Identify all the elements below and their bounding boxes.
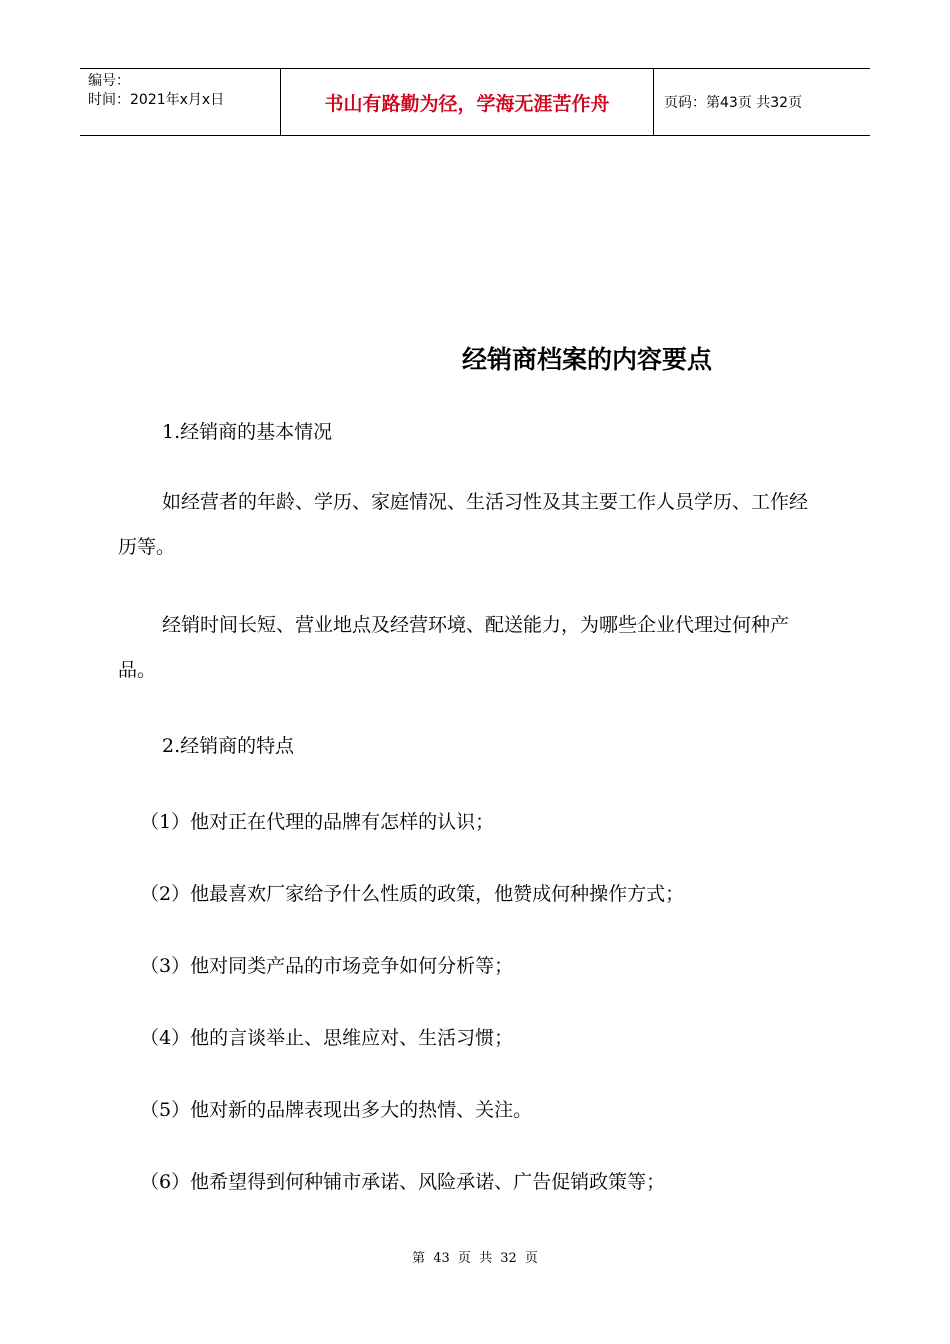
header-time-label: 时间：2021年x月x日 (88, 92, 225, 108)
header-motto: 书山有路勤为径，学海无涯苦作舟 (281, 69, 654, 135)
list-item: （2）他最喜欢厂家给予什么性质的政策，他赞成何种操作方式； (140, 883, 685, 905)
header-number-label: 编号： (88, 73, 130, 89)
header-meta (80, 69, 281, 135)
section1-heading: 1.经销商的基本情况 (162, 421, 333, 443)
section1-paragraph-1: 如经营者的年龄、学历、家庭情况、生活习性及其主要工作人员学历、工作经历等。 (118, 491, 809, 558)
page-footer: 第 43 页 共 32 页 (412, 1251, 538, 1266)
list-item: （4）他的言谈举止、思维应对、生活习惯； (140, 1027, 514, 1049)
page-header (80, 68, 870, 136)
list-item: （1）他对正在代理的品牌有怎样的认识； (140, 811, 495, 833)
section2-heading: 2.经销商的特点 (162, 735, 295, 757)
list-item: （3）他对同类产品的市场竞争如何分析等； (140, 955, 514, 977)
list-item: （6）他希望得到何种铺市承诺、风险承诺、广告促销政策等； (140, 1171, 666, 1193)
list-item: （5）他对新的品牌表现出多大的热情、关注。 (140, 1099, 533, 1121)
header-page-label: 页码：第43页 共32页 (664, 95, 803, 111)
document-title: 经销商档案的内容要点 (462, 345, 713, 374)
section1-paragraph-2: 经销时间长短、营业地点及经营环境、配送能力，为哪些企业代理过何种产品。 (118, 614, 790, 681)
